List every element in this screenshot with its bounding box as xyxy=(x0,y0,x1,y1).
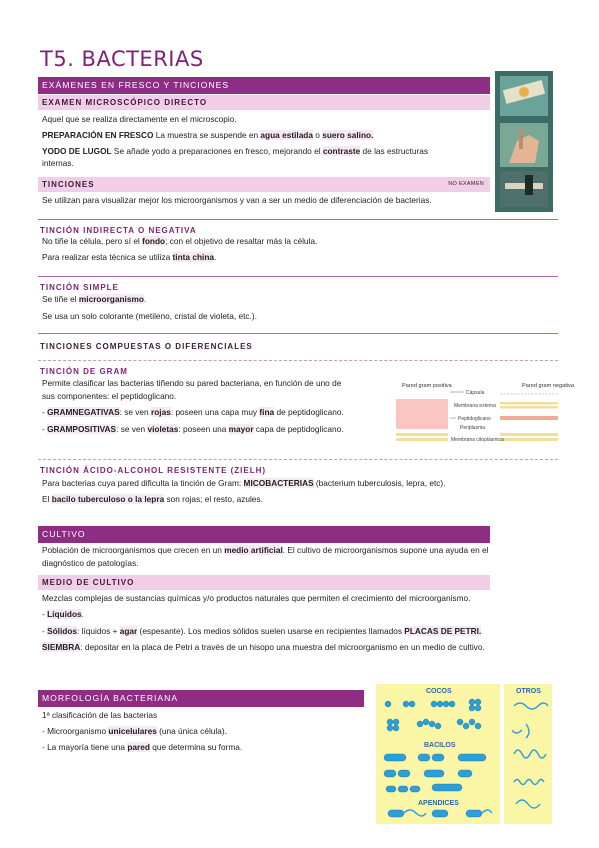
label-membrana-citoplasmica: Membrana citoplásmica xyxy=(451,437,504,443)
paragraph xyxy=(42,235,490,247)
bullet: - xyxy=(42,407,48,417)
paragraph: Aquel que se realiza directamente en el microscopio. xyxy=(42,114,237,124)
band-note: NO EXAMEN xyxy=(448,181,484,187)
term-label: SIEMBRA xyxy=(42,642,81,652)
paragraph: diagnóstico de patologías. xyxy=(42,558,139,568)
label-peptidoglicano: Peptidoglicano xyxy=(458,416,491,422)
text: Para realizar esta técnica se utiliza xyxy=(42,252,173,262)
band-label: TINCIONES xyxy=(42,180,95,189)
paragraph-yodo xyxy=(42,145,452,169)
paragraph: sus componentes: el peptidoglicano. xyxy=(42,391,177,401)
text: . El cultivo de microorganismos supone una ayuda en el xyxy=(282,545,489,555)
text: de las estructuras internas. xyxy=(42,146,429,169)
text: : se ven xyxy=(119,407,151,417)
term: PLACAS DE PETRI. xyxy=(404,626,482,636)
text: de peptidoglicano. xyxy=(274,407,344,417)
text: que determina su forma. xyxy=(149,742,243,752)
label-apendices: APENDICES xyxy=(418,800,459,807)
bullet: - xyxy=(42,424,48,434)
paragraph: Se utilizan para visualizar mejor los microorganismos y van a ser un medio de diferenciación de bacterias. xyxy=(42,195,432,205)
text: . xyxy=(143,294,147,304)
text: . xyxy=(214,252,217,262)
term: agua estilada xyxy=(260,130,313,140)
label-cocos: COCOS xyxy=(426,688,452,695)
paragraph xyxy=(42,293,490,305)
term: agar xyxy=(119,626,138,636)
section-rule xyxy=(38,219,558,220)
section-band-examenes: EXÁMENES EN FRESCO Y TINCIONES xyxy=(38,77,490,94)
paragraph: 1ª clasificación de las bacterias xyxy=(42,710,158,720)
list-item-solidos xyxy=(42,625,562,637)
paragraph: Permite clasificar las bacterias tiñendo su pared bacteriana, en función de uno de xyxy=(42,378,342,388)
paragraph-siembra xyxy=(42,641,562,653)
text: : se ven xyxy=(116,424,148,434)
section-dash xyxy=(38,459,558,460)
subsection-band-tinciones xyxy=(38,177,490,192)
text: : líquidos + xyxy=(77,626,120,636)
page-title: T5. BACTERIAS xyxy=(40,47,204,71)
text: ; con el objetivo de resaltar más la célula. xyxy=(165,236,318,246)
text: - Microorganismo xyxy=(42,726,109,736)
paragraph xyxy=(42,493,490,505)
term: Sólidos xyxy=(47,626,78,636)
term: fondo xyxy=(142,236,166,246)
term: rojas xyxy=(150,407,171,417)
term: MICOBACTERIAS xyxy=(243,478,314,488)
text: Para bacterias cuya pared dificulta la tinción de Gram: xyxy=(42,478,244,488)
subheading-indirecta: TINCIÓN INDIRECTA O NEGATIVA xyxy=(40,226,197,235)
text: La muestra se suspende en xyxy=(155,130,261,140)
term: unicelulares xyxy=(108,726,157,736)
subheading-ziehl: TINCIÓN ÁCIDO-ALCOHOL RESISTENTE (ZIELH) xyxy=(40,466,267,475)
text: capa de peptidoglicano. xyxy=(253,424,344,434)
term-label: YODO DE LUGOL xyxy=(42,146,112,156)
section-rule xyxy=(38,333,558,334)
bullet: - xyxy=(42,626,48,636)
text: (bacterium tuberculosis, lepra, etc). xyxy=(313,478,446,488)
term-label: PREPARACIÓN EN FRESCO xyxy=(42,130,154,140)
paragraph xyxy=(42,544,490,556)
text: No tiñe la célula, pero sí el xyxy=(42,236,143,246)
list-item-liquidos xyxy=(42,608,490,620)
label-pared-positiva: Pared gram positiva xyxy=(402,383,452,389)
label-capsula: Cápsula xyxy=(466,390,485,396)
term: tinta china xyxy=(172,252,215,262)
label-otros: OTROS xyxy=(516,688,541,695)
bullet: - xyxy=(42,609,48,619)
term-label: GRAMPOSITIVAS xyxy=(47,424,117,434)
term: contraste xyxy=(322,146,361,156)
text: : poseen una xyxy=(178,424,229,434)
text: (espesante). Los medios sólidos suelen usarse en recipientes llamados xyxy=(137,626,405,636)
label-membrana-externa: Membrana externa xyxy=(454,403,496,409)
subheading-gram: TINCIÓN DE GRAM xyxy=(40,367,128,376)
microscope-photo xyxy=(495,71,553,212)
paragraph xyxy=(42,477,490,489)
section-band-morfologia: MORFOLOGÍA BACTERIANA xyxy=(38,690,364,707)
text: (una única célula). xyxy=(156,726,227,736)
text: El xyxy=(42,494,52,504)
term: violetas xyxy=(147,424,179,434)
term-label: GRAMNEGATIVAS xyxy=(47,407,120,417)
section-dash xyxy=(38,360,558,361)
label-periplasma: Periplasma xyxy=(460,425,486,431)
term: medio artificial xyxy=(224,545,283,555)
label-pared-negativa: Pared gram negativa xyxy=(522,383,574,389)
text: Se tiñe el xyxy=(42,294,79,304)
subsection-band-medio: MEDIO DE CULTIVO xyxy=(38,575,490,590)
paragraph-preparacion xyxy=(42,129,490,141)
text: o xyxy=(313,130,323,140)
text: Se añade yodo a preparaciones en fresco, mejorando el xyxy=(113,146,323,156)
term: microorganismo xyxy=(78,294,144,304)
term: fina xyxy=(259,407,275,417)
text: - La mayoría tiene una xyxy=(42,742,128,752)
text: Población de microorganismos que crecen en un xyxy=(42,545,225,555)
text: : depositar en la placa de Petri a través de un hisopo una muestra del microorganismo en un medio de cultivo. xyxy=(80,642,485,652)
subheading-compuestas: TINCIONES COMPUESTAS O DIFERENCIALES xyxy=(40,342,253,351)
section-rule xyxy=(38,276,558,277)
gram-wall-diagram xyxy=(394,378,574,454)
label-bacilos: BACILOS xyxy=(424,742,456,749)
term: suero salino. xyxy=(322,130,374,140)
subheading-simple: TINCIÓN SIMPLE xyxy=(40,283,119,292)
subsection-band-examen-directo: EXAMEN MICROSCÓPICO DIRECTO xyxy=(38,95,490,110)
term: bacilo tuberculoso o la lepra xyxy=(51,494,165,504)
bacteria-morphology-diagram xyxy=(376,684,552,824)
text: son rojas; el resto, azules. xyxy=(164,494,263,504)
text: . xyxy=(81,609,84,619)
term: mayor xyxy=(228,424,254,434)
term: Líquidos xyxy=(47,609,82,619)
section-band-cultivo: CULTIVO xyxy=(38,526,490,543)
paragraph: Se usa un solo colorante (metileno, cristal de violeta, etc.). xyxy=(42,311,257,321)
text: : poseen una capa muy xyxy=(170,407,260,417)
paragraph xyxy=(42,251,490,263)
paragraph: Mezclas complejas de sustancias químicas y/o productos naturales que permiten el crecimiento del microorganismo. xyxy=(42,593,471,603)
term: pared xyxy=(127,742,150,752)
